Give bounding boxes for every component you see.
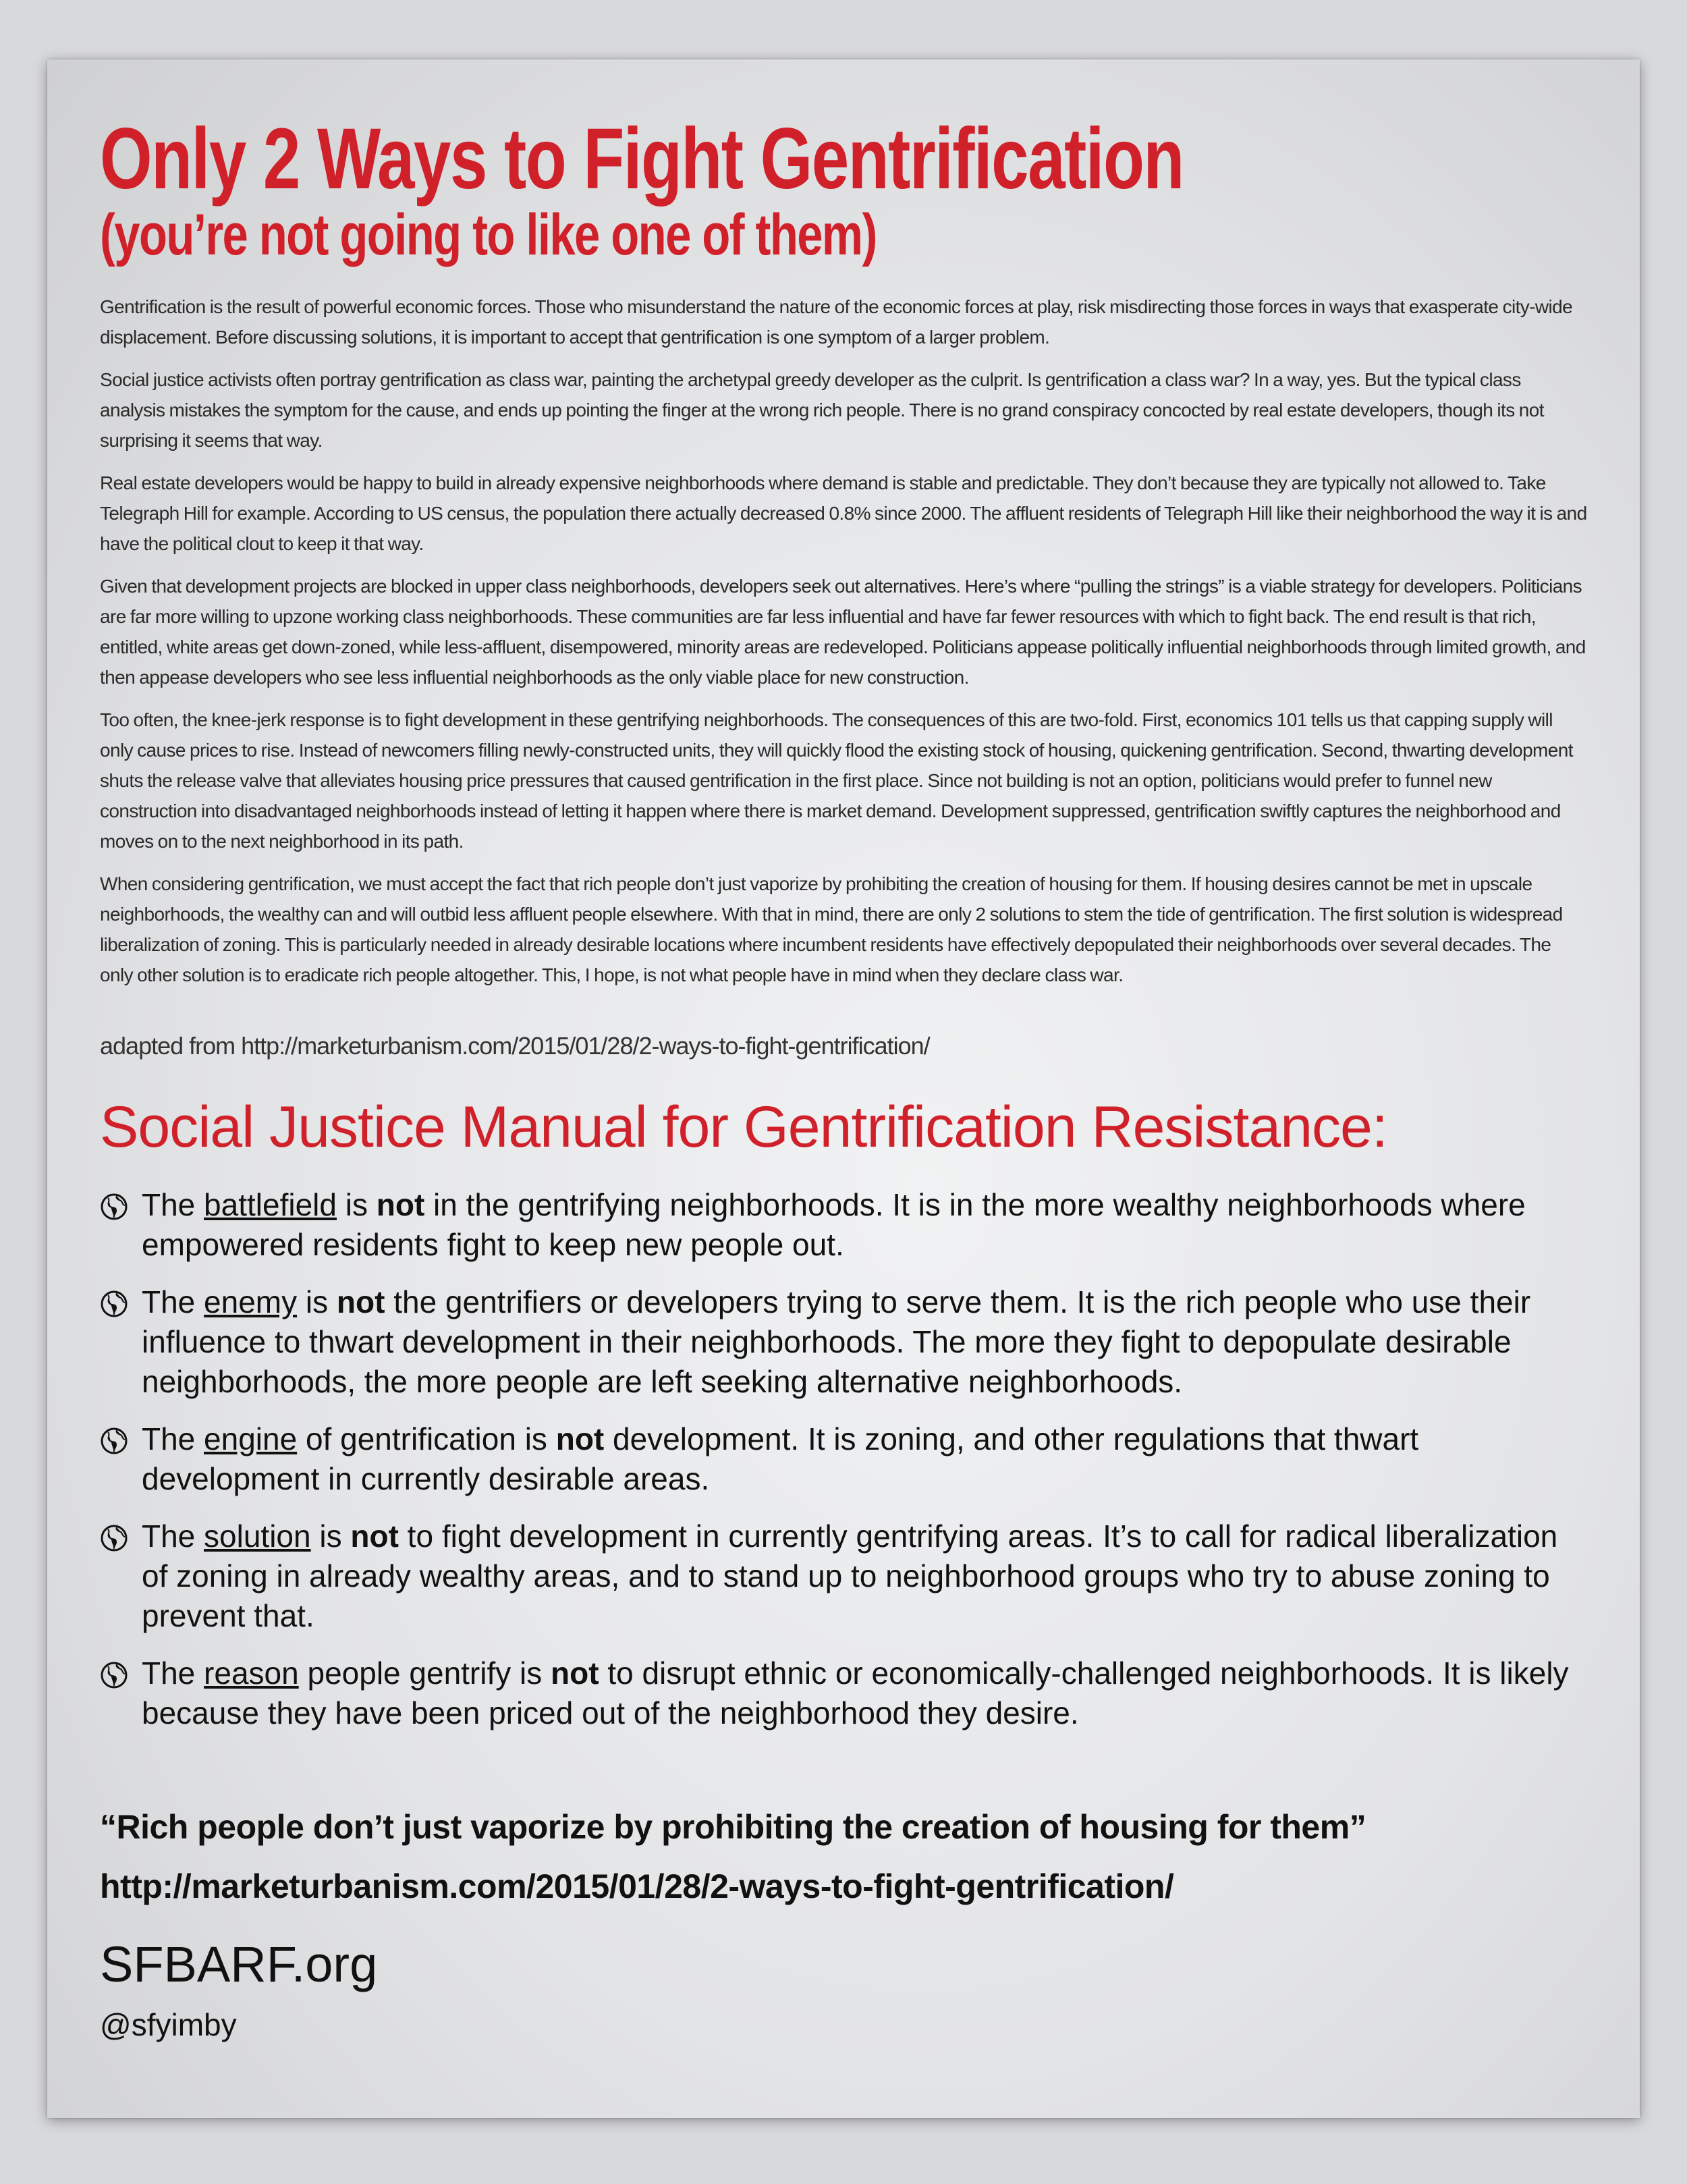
body-paragraph: Given that development projects are blocked in upper class neighborhoods, developers seek out alternatives. Here’s where “pulling the strings” is a viable strategy for developers. Politicians are far more willing to upzone working class neighborhoods. These communities are far less influential and have far fewer resources with which to fight back. The end result is that rich, entitled, white areas get down-zoned, while less-affluent, disempowered, minority areas are redeveloped. Politicians appease politically influential neighborhoods through limited growth, and then appease developers who see less influential neighborhoods as the only viable place for new construction. — [100, 576, 1586, 688]
manual-item-rest: to disrupt ethnic or economically-challenged neighborhoods. It is likely because they have been priced out of the neighborhood they desire. — [142, 1656, 1569, 1730]
org-name: SFBARF.org — [100, 1936, 378, 1992]
globe-icon — [100, 1427, 128, 1455]
manual-item-negation: not — [551, 1656, 599, 1691]
manual-item-mid: of gentrification is — [297, 1421, 556, 1456]
manual-item-rest: the gentrifiers or developers trying to serve them. It is the rich people who use their influence to thwart development in their neighborhoods. The more they fight to depopulate desirable neighborhoods, the more people are left seeking alternative neighborhoods. — [142, 1284, 1531, 1399]
manual-item-lead: The — [142, 1284, 204, 1319]
source-note: adapted from http://marketurbanism.com/2015/01/28/2-ways-to-fight-gentrification/ — [100, 1032, 930, 1060]
manual-item — [100, 1517, 1587, 1636]
article-body — [100, 292, 1587, 990]
manual-item-mid: is — [297, 1284, 337, 1319]
manual-item-negation: not — [350, 1519, 399, 1554]
page-subtitle: (you’re not going to like one of them) — [100, 202, 877, 267]
manual-item-lead: The — [142, 1421, 204, 1456]
manual-item-rest: in the gentrifying neighborhoods. It is in the more wealthy neighborhoods where empowered residents fight to keep new people out. — [142, 1187, 1526, 1262]
manual-item-mid: is — [336, 1187, 377, 1222]
globe-icon — [100, 1661, 128, 1689]
manual-item — [100, 1185, 1587, 1265]
manual-heading: Social Justice Manual for Gentrification Resistance: — [100, 1095, 1387, 1159]
globe-icon — [100, 1290, 128, 1318]
manual-item-keyword: battlefield — [204, 1187, 337, 1222]
footer-url-link[interactable]: http://marketurbanism.com/2015/01/28/2-ways-to-fight-gentrification/ — [100, 1867, 1174, 1905]
manual-item-mid: is — [310, 1519, 351, 1554]
flyer-sheet — [47, 59, 1640, 2118]
manual-item-rest: to fight development in currently gentrifying areas. It’s to call for radical liberalization of zoning in already wealthy areas, and to stand up to neighborhood groups who try to abuse zoning to prevent that. — [142, 1519, 1558, 1633]
manual-item-negation: not — [336, 1284, 385, 1319]
manual-list — [100, 1185, 1587, 1733]
body-paragraph: Gentrification is the result of powerful economic forces. Those who misunderstand the nature of the economic forces at play, risk misdirecting those forces in ways that exasperate city-wide displacement. Before discussing solutions, it is important to accept that gentrification is one symptom of a larger problem. — [100, 296, 1573, 348]
manual-item-negation: not — [555, 1421, 605, 1456]
globe-icon — [100, 1193, 128, 1221]
body-paragraph: Social justice activists often portray gentrification as class war, painting the archetypal greedy developer as the culprit. Is gentrification a class war? In a way, yes. But the typical class analysis mistakes the symptom for the cause, and ends up pointing the finger at the wrong rich people. There is no grand conspiracy concocted by real estate developers, though its not surprising it seems that way. — [100, 369, 1544, 451]
manual-item-lead: The — [142, 1656, 204, 1691]
manual-item-keyword: reason — [204, 1656, 299, 1691]
manual-item-keyword: enemy — [204, 1284, 298, 1319]
manual-item-lead: The — [142, 1519, 204, 1554]
page-title: Only 2 Ways to Fight Gentrification — [100, 111, 1184, 207]
manual-item — [100, 1654, 1587, 1733]
body-paragraph: Too often, the knee-jerk response is to fight development in these gentrifying neighborhoods. The consequences of this are two-fold. First, economics 101 tells us that capping supply will only cause prices to rise. Instead of newcomers filling newly-constructed units, they will quickly flood the existing stock of housing, quickening gentrification. Second, thwarting development shuts the release valve that alleviates housing price pressures that caused gentrification in the first place. Since not building is not an option, politicians would prefer to funnel new construction into disadvantaged neighborhoods instead of letting it happen where there is market demand. Development suppressed, gentrification swiftly captures the neighborhood and moves on to the next neighborhood in its path. — [100, 709, 1573, 852]
manual-item-rest: development. It is zoning, and other regulations that thwart development in currently desirable areas. — [142, 1421, 1419, 1496]
pull-quote: “Rich people don’t just vaporize by prohibiting the creation of housing for them” — [100, 1808, 1366, 1846]
manual-item-keyword: solution — [204, 1519, 311, 1554]
manual-item-lead: The — [142, 1187, 204, 1222]
manual-item-keyword: engine — [204, 1421, 298, 1456]
body-paragraph: When considering gentrification, we must accept the fact that rich people don’t just vaporize by prohibiting the creation of housing for them. If housing desires cannot be met in upscale neighborhoods, the wealthy can and will outbid less affluent people elsewhere. With that in mind, there are only 2 solutions to stem the tide of gentrification. The first solution is widespread liberalization of zoning. This is particularly needed in already desirable locations where incumbent residents have effectively depopulated their neighborhoods over several decades. The only other solution is to eradicate rich people altogether. This, I hope, is not what people have in mind when they declare class war. — [100, 873, 1563, 985]
manual-item-negation: not — [376, 1187, 425, 1222]
social-handle: @sfyimby — [100, 2007, 237, 2042]
globe-icon — [100, 1524, 128, 1552]
manual-item-mid: people gentrify is — [298, 1656, 551, 1691]
manual-item — [100, 1282, 1587, 1402]
body-paragraph: Real estate developers would be happy to build in already expensive neighborhoods where demand is stable and predictable. They don’t because they are typically not allowed to. Take Telegraph Hill for example. According to US census, the population there actually decreased 0.8% since 2000. The affluent residents of Telegraph Hill like their neighborhood the way it is and have the political clout to keep it that way. — [100, 472, 1587, 554]
manual-item — [100, 1419, 1587, 1499]
